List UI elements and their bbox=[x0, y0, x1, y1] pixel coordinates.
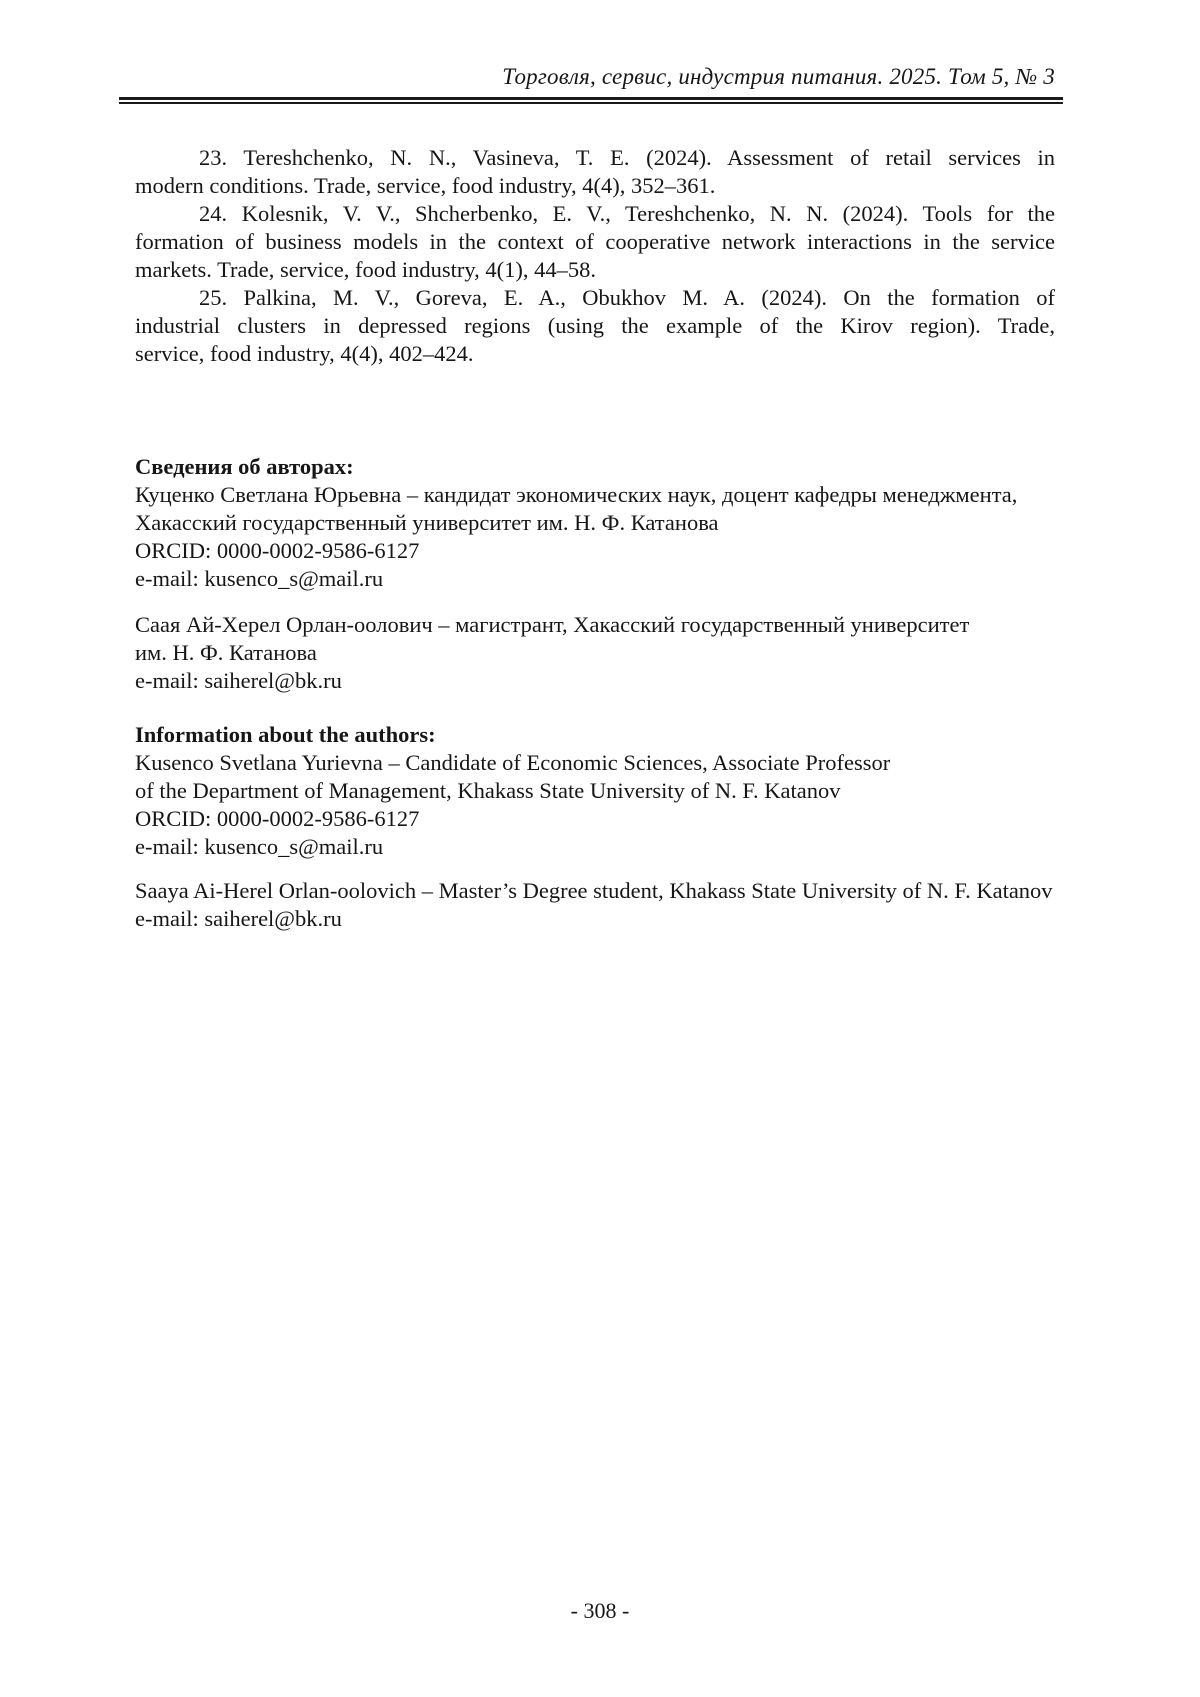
reference-item-24 bbox=[135, 200, 1055, 284]
reference-line: modern conditions. Trade, service, food industry, 4(4), 352–361. bbox=[135, 173, 716, 198]
author-email: e-mail: kusenco_s@mail.ru bbox=[135, 834, 384, 859]
author-entry-en-2 bbox=[135, 877, 1055, 933]
author-orcid: ORCID: 0000-0002-9586-6127 bbox=[135, 538, 420, 563]
reference-line: 23. Tereshchenko, N. N., Vasineva, T. E. (2024). Assessment of retail services in bbox=[199, 145, 1055, 170]
author-email: e-mail: saiherel@bk.ru bbox=[135, 668, 342, 693]
author-entry-ru-1 bbox=[135, 481, 1055, 593]
author-entry-ru-2 bbox=[135, 611, 1055, 695]
reference-line: service, food industry, 4(4), 402–424. bbox=[135, 341, 474, 366]
author-name-affiliation-line: Саая Ай-Херел Орлан-оолович – магистрант, Хакасский государственный университет bbox=[135, 612, 970, 637]
reference-line: 24. Kolesnik, V. V., Shcherbenko, E. V., Tereshchenko, N. N. (2024). Tools for the bbox=[199, 201, 1055, 226]
reference-line: formation of business models in the context of cooperative network interactions in the service bbox=[135, 229, 1055, 254]
author-name-affiliation-line: Куценко Светлана Юрьевна – кандидат экономических наук, доцент кафедры менеджмента, bbox=[135, 482, 1018, 507]
reference-line: markets. Trade, service, food industry, 4(1), 44–58. bbox=[135, 257, 596, 282]
author-affiliation-line: им. Н. Ф. Катанова bbox=[135, 640, 317, 665]
author-affiliation-line: of the Department of Management, Khakass State University of N. F. Katanov bbox=[135, 778, 841, 803]
references-section bbox=[135, 144, 1055, 368]
author-email: e-mail: kusenco_s@mail.ru bbox=[135, 566, 384, 591]
author-name-affiliation-line: Saaya Ai-Herel Orlan-oolovich – Master’s Degree student, Khakass State University of N. F. Katanov bbox=[135, 878, 1053, 903]
author-email: e-mail: saiherel@bk.ru bbox=[135, 906, 342, 931]
reference-item-25 bbox=[135, 284, 1055, 368]
authors-en-heading: Information about the authors: bbox=[135, 722, 436, 747]
author-affiliation-line: Хакасский государственный университет им. Н. Ф. Катанова bbox=[135, 510, 719, 535]
author-entry-en-1 bbox=[135, 749, 1055, 861]
page-number: - 308 - bbox=[570, 1598, 630, 1623]
header-double-rule bbox=[119, 97, 1063, 104]
author-orcid: ORCID: 0000-0002-9586-6127 bbox=[135, 806, 420, 831]
authors-ru-heading: Сведения об авторах: bbox=[135, 454, 354, 479]
author-name-affiliation-line: Kusenco Svetlana Yurievna – Candidate of Economic Sciences, Associate Professor bbox=[135, 750, 891, 775]
reference-line: industrial clusters in depressed regions (using the example of the Kirov region). Trade, bbox=[135, 313, 1055, 338]
authors-en-section bbox=[135, 721, 1055, 933]
reference-item-23 bbox=[135, 144, 1055, 200]
running-head: Торговля, сервис, индустрия питания. 2025. Том 5, № 3 bbox=[502, 64, 1055, 89]
reference-line: 25. Palkina, M. V., Goreva, E. A., Obukhov M. A. (2024). On the formation of bbox=[199, 285, 1055, 310]
authors-ru-section bbox=[135, 453, 1055, 695]
